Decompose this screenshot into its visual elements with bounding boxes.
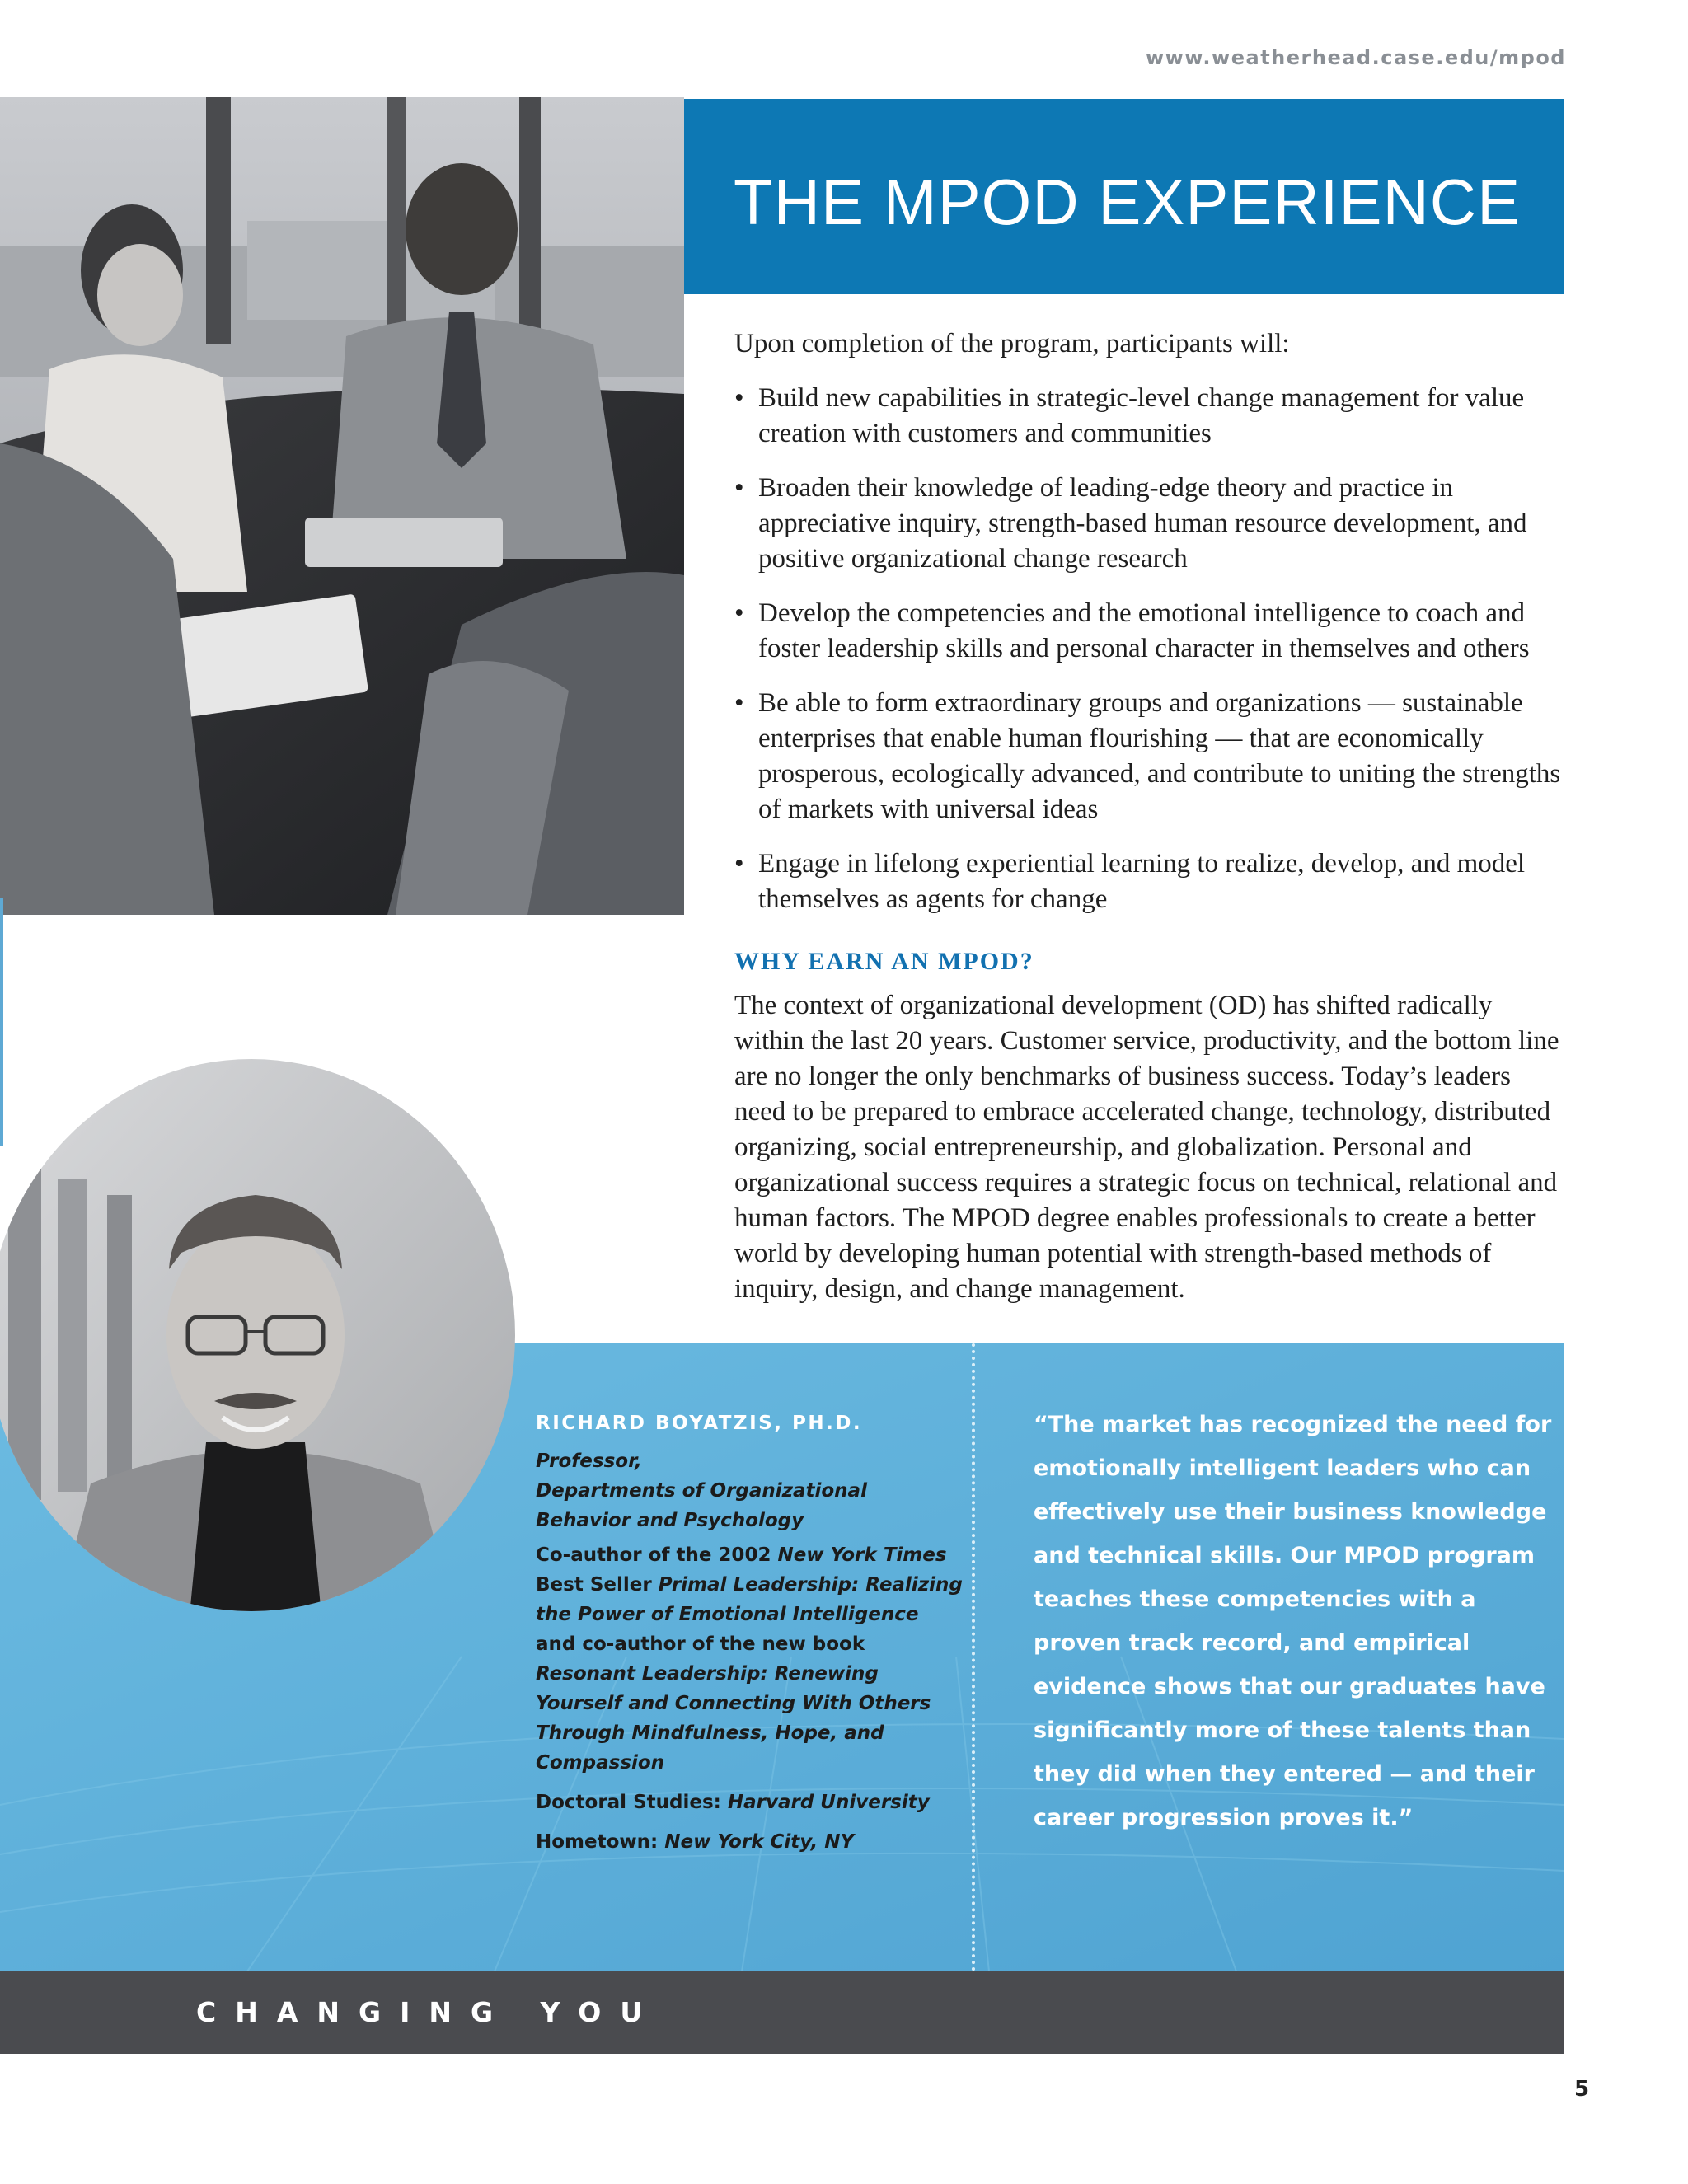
list-item — [734, 381, 1567, 452]
meeting-photo — [0, 97, 684, 915]
list-item-text: Build new capabilities in strategic-level change management for value creation with customers and communities — [758, 383, 1525, 448]
list-item-text: Engage in lifelong experiential learning to realize, develop, and model themselves as agents for change — [758, 849, 1526, 914]
list-item — [734, 846, 1567, 917]
why-body: The context of organizational development (OD) has shifted radically within the last 20 years. Customer service, productivity, and the bottom line are no longer the only benchmarks of business success. Today’s leaders need to be prepared to embrace accelerated change, technology, distributed organizing, social entrepreneurship, and globalization. Personal and organizational success requires a strategic focus on technical, relational and human factors. The MPOD degree enables professionals to create a better world by developing human potential with strength-based methods of inquiry, design, and change management. — [734, 991, 1559, 1304]
bio-book-title: Primal Leadership: Realizing the Power of Emotional Intelligence — [536, 1574, 963, 1625]
portrait-photo — [0, 1055, 519, 1615]
website-url[interactable]: www.weatherhead.case.edu/mpod — [1145, 46, 1566, 69]
intro-text: Upon completion of the program, participants will: — [734, 329, 1290, 359]
bio-doctoral — [536, 1788, 964, 1817]
page-number: 5 — [1574, 2077, 1590, 2102]
bio-text: and co-author of the new book — [536, 1633, 865, 1655]
footer-bar — [0, 1971, 1564, 2054]
bio-publication: New York Times — [777, 1544, 947, 1566]
bio-role-line: Departments of Organizational — [536, 1480, 867, 1502]
dotted-divider — [972, 1343, 975, 1971]
why-heading: WHY EARN AN MPOD? — [734, 948, 1034, 975]
bio-role — [536, 1446, 964, 1535]
title-banner — [684, 99, 1564, 294]
bio-role-line: Behavior and Psychology — [536, 1510, 804, 1531]
bullet-icon: • — [734, 383, 744, 413]
bio-text: Co-author of the 2002 — [536, 1544, 778, 1566]
bio-coauthor — [536, 1540, 964, 1778]
bio-section — [536, 1413, 964, 1867]
list-item-text: Develop the competencies and the emotional intelligence to coach and foster leadership skills and personal character in themselves and others — [758, 598, 1530, 663]
list-item — [734, 596, 1567, 667]
bio-book-title: Resonant Leadership: Renewing Yourself and Connecting With Others Through Mindfulness, Hope, and Compassion — [536, 1663, 931, 1774]
bio-role-line: Professor, — [536, 1451, 642, 1472]
bio-hometown — [536, 1827, 964, 1857]
list-item — [734, 686, 1567, 827]
section-label: CHANGING YOU — [196, 1996, 662, 2028]
list-item-text: Be able to form extraordinary groups and organizations — sustainable enterprises that enable human flourishing — that are economically prosperous, ecologically advanced, and contribute to uniting the strengths of markets with universal ideas — [758, 688, 1561, 824]
list-item-text: Broaden their knowledge of leading-edge theory and practice in appreciative inquiry, strength-based human resource development, and positive organizational change research — [758, 473, 1527, 574]
pull-quote: “The market has recognized the need for emotionally intelligent leaders who can effectively use their business knowledge and technical skills. Our MPOD program teaches these competencies with a proven track record, and empirical evidence shows that our graduates have significantly more of these talents than they did when they entered — and their career progression proves it.” — [1034, 1412, 1552, 1830]
bullet-icon: • — [734, 473, 744, 503]
bio-value: New York City, NY — [664, 1831, 855, 1853]
bio-label: Hometown: — [536, 1831, 665, 1853]
bio-label: Doctoral Studies: — [536, 1792, 728, 1813]
bio-value: Harvard University — [727, 1792, 930, 1813]
bio-name: RICHARD BOYATZIS, PH.D. — [536, 1413, 863, 1434]
bullet-icon: • — [734, 598, 744, 628]
bullet-icon: • — [734, 688, 744, 718]
outcomes-list — [734, 381, 1567, 936]
list-item — [734, 471, 1567, 577]
bio-text: Best Seller — [536, 1574, 659, 1596]
page-title: THE MPOD EXPERIENCE — [734, 166, 1522, 238]
bullet-icon: • — [734, 849, 744, 879]
